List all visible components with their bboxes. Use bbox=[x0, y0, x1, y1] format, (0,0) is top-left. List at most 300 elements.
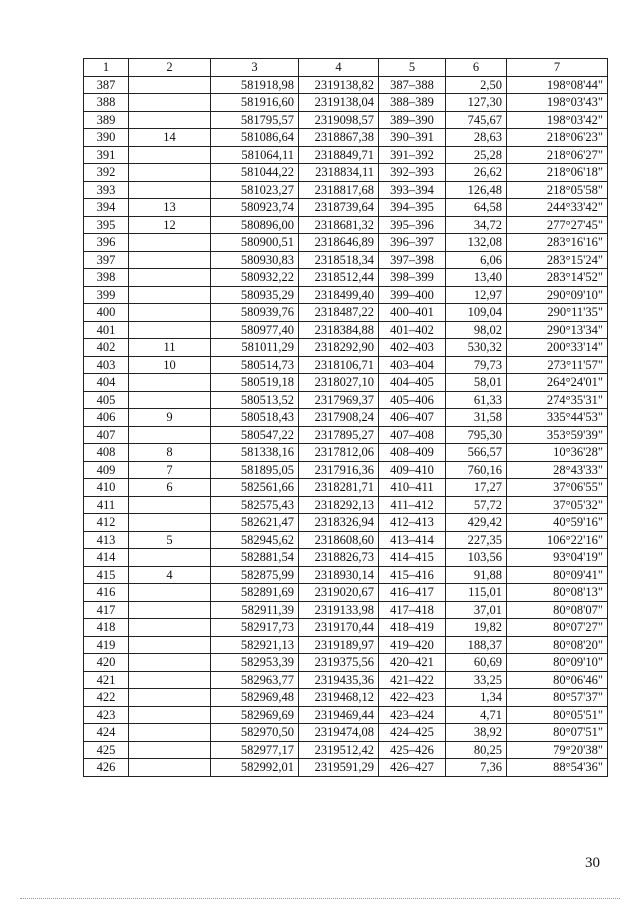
header-col-5: 5 bbox=[379, 59, 446, 77]
cell-y-coordinate: 2317916,36 bbox=[299, 461, 379, 479]
cell-node-number: 14 bbox=[129, 129, 211, 147]
cell-node-number bbox=[129, 601, 211, 619]
table-row bbox=[84, 76, 608, 94]
cell-bearing: 80°08'07" bbox=[507, 601, 608, 619]
cell-point-number: 422 bbox=[84, 689, 129, 707]
table-row bbox=[84, 601, 608, 619]
table-row bbox=[84, 269, 608, 287]
cell-x-coordinate: 580514,73 bbox=[211, 356, 299, 374]
cell-length: 126,48 bbox=[446, 181, 507, 199]
cell-bearing: 198°08'44" bbox=[507, 76, 608, 94]
cell-x-coordinate: 581918,98 bbox=[211, 76, 299, 94]
cell-bearing: 198°03'43" bbox=[507, 94, 608, 112]
table-row bbox=[84, 671, 608, 689]
table-row bbox=[84, 111, 608, 129]
cell-segment: 399–400 bbox=[379, 286, 446, 304]
cell-x-coordinate: 582969,69 bbox=[211, 706, 299, 724]
cell-length: 132,08 bbox=[446, 234, 507, 252]
table-row bbox=[84, 234, 608, 252]
table-row bbox=[84, 321, 608, 339]
cell-y-coordinate: 2319474,08 bbox=[299, 724, 379, 742]
table-row bbox=[84, 304, 608, 322]
table-row bbox=[84, 164, 608, 182]
cell-y-coordinate: 2318930,14 bbox=[299, 566, 379, 584]
cell-y-coordinate: 2319138,04 bbox=[299, 94, 379, 112]
cell-length: 2,50 bbox=[446, 76, 507, 94]
table-row bbox=[84, 514, 608, 532]
cell-length: 115,01 bbox=[446, 584, 507, 602]
cell-bearing: 80°08'13" bbox=[507, 584, 608, 602]
cell-x-coordinate: 582992,01 bbox=[211, 759, 299, 777]
table-row bbox=[84, 129, 608, 147]
cell-point-number: 410 bbox=[84, 479, 129, 497]
cell-segment: 416–417 bbox=[379, 584, 446, 602]
cell-y-coordinate: 2318867,38 bbox=[299, 129, 379, 147]
cell-point-number: 389 bbox=[84, 111, 129, 129]
table-row bbox=[84, 444, 608, 462]
cell-length: 79,73 bbox=[446, 356, 507, 374]
cell-x-coordinate: 582621,47 bbox=[211, 514, 299, 532]
cell-y-coordinate: 2319189,97 bbox=[299, 636, 379, 654]
cell-x-coordinate: 582881,54 bbox=[211, 549, 299, 567]
table-row bbox=[84, 181, 608, 199]
header-col-2: 2 bbox=[129, 59, 211, 77]
cell-length: 4,71 bbox=[446, 706, 507, 724]
cell-point-number: 414 bbox=[84, 549, 129, 567]
header-col-1: 1 bbox=[84, 59, 129, 77]
cell-node-number bbox=[129, 286, 211, 304]
cell-node-number bbox=[129, 111, 211, 129]
cell-length: 58,01 bbox=[446, 374, 507, 392]
cell-bearing: 290°09'10" bbox=[507, 286, 608, 304]
cell-point-number: 400 bbox=[84, 304, 129, 322]
cell-bearing: 79°20'38" bbox=[507, 741, 608, 759]
cell-x-coordinate: 580939,76 bbox=[211, 304, 299, 322]
cell-bearing: 353°59'39" bbox=[507, 426, 608, 444]
cell-y-coordinate: 2318608,60 bbox=[299, 531, 379, 549]
cell-x-coordinate: 582969,48 bbox=[211, 689, 299, 707]
cell-length: 19,82 bbox=[446, 619, 507, 637]
table-row bbox=[84, 759, 608, 777]
cell-y-coordinate: 2318817,68 bbox=[299, 181, 379, 199]
cell-point-number: 424 bbox=[84, 724, 129, 742]
cell-y-coordinate: 2319020,67 bbox=[299, 584, 379, 602]
cell-node-number: 13 bbox=[129, 199, 211, 217]
cell-segment: 393–394 bbox=[379, 181, 446, 199]
cell-bearing: 274°35'31" bbox=[507, 391, 608, 409]
table-row bbox=[84, 636, 608, 654]
cell-point-number: 391 bbox=[84, 146, 129, 164]
cell-node-number: 12 bbox=[129, 216, 211, 234]
cell-bearing: 10°36'28" bbox=[507, 444, 608, 462]
cell-point-number: 406 bbox=[84, 409, 129, 427]
cell-segment: 406–407 bbox=[379, 409, 446, 427]
cell-node-number bbox=[129, 76, 211, 94]
coordinates-table bbox=[83, 58, 608, 777]
cell-x-coordinate: 580977,40 bbox=[211, 321, 299, 339]
cell-x-coordinate: 581895,05 bbox=[211, 461, 299, 479]
cell-x-coordinate: 580923,74 bbox=[211, 199, 299, 217]
cell-y-coordinate: 2318027,10 bbox=[299, 374, 379, 392]
table-row bbox=[84, 706, 608, 724]
cell-node-number bbox=[129, 549, 211, 567]
cell-length: 7,36 bbox=[446, 759, 507, 777]
cell-y-coordinate: 2317895,27 bbox=[299, 426, 379, 444]
table-row bbox=[84, 339, 608, 357]
cell-length: 31,58 bbox=[446, 409, 507, 427]
cell-x-coordinate: 582963,77 bbox=[211, 671, 299, 689]
cell-segment: 409–410 bbox=[379, 461, 446, 479]
cell-bearing: 335°44'53" bbox=[507, 409, 608, 427]
table-row bbox=[84, 549, 608, 567]
cell-bearing: 200°33'14" bbox=[507, 339, 608, 357]
cell-segment: 390–391 bbox=[379, 129, 446, 147]
cell-length: 566,57 bbox=[446, 444, 507, 462]
cell-segment: 423–424 bbox=[379, 706, 446, 724]
cell-x-coordinate: 580900,51 bbox=[211, 234, 299, 252]
table-row bbox=[84, 94, 608, 112]
cell-x-coordinate: 582921,13 bbox=[211, 636, 299, 654]
cell-node-number bbox=[129, 706, 211, 724]
cell-x-coordinate: 582977,17 bbox=[211, 741, 299, 759]
cell-length: 26,62 bbox=[446, 164, 507, 182]
cell-node-number bbox=[129, 514, 211, 532]
cell-node-number bbox=[129, 304, 211, 322]
cell-node-number bbox=[129, 619, 211, 637]
table-row bbox=[84, 461, 608, 479]
cell-segment: 411–412 bbox=[379, 496, 446, 514]
cell-x-coordinate: 582917,73 bbox=[211, 619, 299, 637]
cell-y-coordinate: 2319435,36 bbox=[299, 671, 379, 689]
cell-point-number: 399 bbox=[84, 286, 129, 304]
cell-bearing: 80°57'37" bbox=[507, 689, 608, 707]
cell-segment: 398–399 bbox=[379, 269, 446, 287]
cell-x-coordinate: 582561,66 bbox=[211, 479, 299, 497]
cell-bearing: 244°33'42" bbox=[507, 199, 608, 217]
cell-y-coordinate: 2318487,22 bbox=[299, 304, 379, 322]
cell-x-coordinate: 580547,22 bbox=[211, 426, 299, 444]
cell-node-number bbox=[129, 321, 211, 339]
cell-length: 12,97 bbox=[446, 286, 507, 304]
table-row bbox=[84, 689, 608, 707]
cell-x-coordinate: 581086,64 bbox=[211, 129, 299, 147]
cell-y-coordinate: 2318499,40 bbox=[299, 286, 379, 304]
cell-x-coordinate: 580519,18 bbox=[211, 374, 299, 392]
cell-length: 98,02 bbox=[446, 321, 507, 339]
cell-length: 760,16 bbox=[446, 461, 507, 479]
cell-point-number: 397 bbox=[84, 251, 129, 269]
cell-y-coordinate: 2318646,89 bbox=[299, 234, 379, 252]
cell-x-coordinate: 581011,29 bbox=[211, 339, 299, 357]
cell-point-number: 396 bbox=[84, 234, 129, 252]
cell-segment: 387–388 bbox=[379, 76, 446, 94]
cell-node-number bbox=[129, 251, 211, 269]
cell-segment: 396–397 bbox=[379, 234, 446, 252]
cell-segment: 421–422 bbox=[379, 671, 446, 689]
cell-segment: 402–403 bbox=[379, 339, 446, 357]
cell-bearing: 80°09'41" bbox=[507, 566, 608, 584]
cell-node-number bbox=[129, 181, 211, 199]
cell-bearing: 283°16'16" bbox=[507, 234, 608, 252]
cell-node-number bbox=[129, 94, 211, 112]
cell-length: 34,72 bbox=[446, 216, 507, 234]
cell-node-number bbox=[129, 164, 211, 182]
cell-x-coordinate: 580518,43 bbox=[211, 409, 299, 427]
cell-x-coordinate: 580932,22 bbox=[211, 269, 299, 287]
cell-node-number bbox=[129, 426, 211, 444]
cell-node-number: 8 bbox=[129, 444, 211, 462]
cell-length: 745,67 bbox=[446, 111, 507, 129]
cell-segment: 425–426 bbox=[379, 741, 446, 759]
cell-point-number: 402 bbox=[84, 339, 129, 357]
cell-segment: 394–395 bbox=[379, 199, 446, 217]
cell-point-number: 425 bbox=[84, 741, 129, 759]
cell-bearing: 80°07'27" bbox=[507, 619, 608, 637]
cell-point-number: 398 bbox=[84, 269, 129, 287]
cell-segment: 420–421 bbox=[379, 654, 446, 672]
cell-segment: 410–411 bbox=[379, 479, 446, 497]
cell-node-number: 10 bbox=[129, 356, 211, 374]
cell-segment: 413–414 bbox=[379, 531, 446, 549]
cell-node-number bbox=[129, 654, 211, 672]
cell-y-coordinate: 2318739,64 bbox=[299, 199, 379, 217]
cell-bearing: 218°06'18" bbox=[507, 164, 608, 182]
table-row bbox=[84, 654, 608, 672]
cell-y-coordinate: 2319098,57 bbox=[299, 111, 379, 129]
cell-point-number: 405 bbox=[84, 391, 129, 409]
cell-node-number bbox=[129, 741, 211, 759]
cell-length: 127,30 bbox=[446, 94, 507, 112]
bottom-divider bbox=[20, 898, 620, 899]
cell-point-number: 426 bbox=[84, 759, 129, 777]
table-row bbox=[84, 199, 608, 217]
cell-y-coordinate: 2318106,71 bbox=[299, 356, 379, 374]
cell-x-coordinate: 580930,83 bbox=[211, 251, 299, 269]
cell-y-coordinate: 2318849,71 bbox=[299, 146, 379, 164]
cell-node-number bbox=[129, 636, 211, 654]
cell-bearing: 290°11'35" bbox=[507, 304, 608, 322]
cell-bearing: 37°06'55" bbox=[507, 479, 608, 497]
table-row bbox=[84, 584, 608, 602]
cell-segment: 407–408 bbox=[379, 426, 446, 444]
cell-x-coordinate: 582575,43 bbox=[211, 496, 299, 514]
cell-bearing: 283°14'52" bbox=[507, 269, 608, 287]
cell-point-number: 416 bbox=[84, 584, 129, 602]
header-col-7: 7 bbox=[507, 59, 608, 77]
cell-length: 37,01 bbox=[446, 601, 507, 619]
cell-node-number bbox=[129, 146, 211, 164]
cell-bearing: 80°08'20" bbox=[507, 636, 608, 654]
cell-point-number: 390 bbox=[84, 129, 129, 147]
cell-segment: 392–393 bbox=[379, 164, 446, 182]
cell-bearing: 283°15'24" bbox=[507, 251, 608, 269]
cell-y-coordinate: 2318292,13 bbox=[299, 496, 379, 514]
cell-length: 28,63 bbox=[446, 129, 507, 147]
cell-segment: 404–405 bbox=[379, 374, 446, 392]
cell-node-number bbox=[129, 584, 211, 602]
header-col-3: 3 bbox=[211, 59, 299, 77]
cell-length: 60,69 bbox=[446, 654, 507, 672]
cell-y-coordinate: 2318518,34 bbox=[299, 251, 379, 269]
cell-y-coordinate: 2319170,44 bbox=[299, 619, 379, 637]
cell-x-coordinate: 580935,29 bbox=[211, 286, 299, 304]
cell-bearing: 290°13'34" bbox=[507, 321, 608, 339]
table-row bbox=[84, 391, 608, 409]
cell-length: 13,40 bbox=[446, 269, 507, 287]
table-header-row bbox=[84, 59, 608, 77]
table-row bbox=[84, 374, 608, 392]
cell-node-number: 5 bbox=[129, 531, 211, 549]
cell-x-coordinate: 581023,27 bbox=[211, 181, 299, 199]
table-row bbox=[84, 216, 608, 234]
cell-length: 25,28 bbox=[446, 146, 507, 164]
cell-node-number: 9 bbox=[129, 409, 211, 427]
cell-y-coordinate: 2318292,90 bbox=[299, 339, 379, 357]
table-row bbox=[84, 426, 608, 444]
cell-length: 530,32 bbox=[446, 339, 507, 357]
cell-point-number: 421 bbox=[84, 671, 129, 689]
cell-segment: 397–398 bbox=[379, 251, 446, 269]
cell-x-coordinate: 582970,50 bbox=[211, 724, 299, 742]
cell-node-number: 4 bbox=[129, 566, 211, 584]
table-body bbox=[84, 76, 608, 776]
cell-node-number bbox=[129, 269, 211, 287]
cell-bearing: 218°05'58" bbox=[507, 181, 608, 199]
table-row bbox=[84, 356, 608, 374]
cell-segment: 414–415 bbox=[379, 549, 446, 567]
table-row bbox=[84, 479, 608, 497]
cell-y-coordinate: 2319133,98 bbox=[299, 601, 379, 619]
cell-y-coordinate: 2319512,42 bbox=[299, 741, 379, 759]
cell-length: 64,58 bbox=[446, 199, 507, 217]
cell-bearing: 80°09'10" bbox=[507, 654, 608, 672]
cell-segment: 415–416 bbox=[379, 566, 446, 584]
cell-y-coordinate: 2317908,24 bbox=[299, 409, 379, 427]
table-row bbox=[84, 409, 608, 427]
cell-x-coordinate: 580513,52 bbox=[211, 391, 299, 409]
cell-point-number: 413 bbox=[84, 531, 129, 549]
table-row bbox=[84, 146, 608, 164]
cell-point-number: 423 bbox=[84, 706, 129, 724]
cell-point-number: 408 bbox=[84, 444, 129, 462]
cell-length: 61,33 bbox=[446, 391, 507, 409]
cell-bearing: 40°59'16" bbox=[507, 514, 608, 532]
cell-point-number: 419 bbox=[84, 636, 129, 654]
cell-point-number: 403 bbox=[84, 356, 129, 374]
cell-point-number: 392 bbox=[84, 164, 129, 182]
cell-point-number: 420 bbox=[84, 654, 129, 672]
cell-x-coordinate: 581916,60 bbox=[211, 94, 299, 112]
cell-bearing: 80°05'51" bbox=[507, 706, 608, 724]
page-number: 30 bbox=[585, 855, 600, 871]
cell-y-coordinate: 2318384,88 bbox=[299, 321, 379, 339]
cell-bearing: 28°43'33" bbox=[507, 461, 608, 479]
cell-segment: 418–419 bbox=[379, 619, 446, 637]
cell-segment: 391–392 bbox=[379, 146, 446, 164]
cell-length: 6,06 bbox=[446, 251, 507, 269]
cell-point-number: 394 bbox=[84, 199, 129, 217]
cell-point-number: 404 bbox=[84, 374, 129, 392]
table-row bbox=[84, 251, 608, 269]
cell-segment: 401–402 bbox=[379, 321, 446, 339]
cell-segment: 403–404 bbox=[379, 356, 446, 374]
cell-length: 227,35 bbox=[446, 531, 507, 549]
cell-x-coordinate: 582945,62 bbox=[211, 531, 299, 549]
cell-point-number: 409 bbox=[84, 461, 129, 479]
cell-point-number: 412 bbox=[84, 514, 129, 532]
cell-segment: 422–423 bbox=[379, 689, 446, 707]
cell-bearing: 80°07'51" bbox=[507, 724, 608, 742]
cell-x-coordinate: 582911,39 bbox=[211, 601, 299, 619]
table-row bbox=[84, 619, 608, 637]
cell-point-number: 415 bbox=[84, 566, 129, 584]
cell-length: 57,72 bbox=[446, 496, 507, 514]
cell-y-coordinate: 2317812,06 bbox=[299, 444, 379, 462]
cell-bearing: 106°22'16" bbox=[507, 531, 608, 549]
cell-bearing: 93°04'19" bbox=[507, 549, 608, 567]
cell-y-coordinate: 2318834,11 bbox=[299, 164, 379, 182]
cell-node-number bbox=[129, 234, 211, 252]
cell-length: 429,42 bbox=[446, 514, 507, 532]
cell-segment: 412–413 bbox=[379, 514, 446, 532]
cell-x-coordinate: 582875,99 bbox=[211, 566, 299, 584]
cell-y-coordinate: 2318326,94 bbox=[299, 514, 379, 532]
cell-node-number bbox=[129, 689, 211, 707]
cell-segment: 426–427 bbox=[379, 759, 446, 777]
cell-bearing: 218°06'27" bbox=[507, 146, 608, 164]
cell-point-number: 407 bbox=[84, 426, 129, 444]
cell-node-number bbox=[129, 724, 211, 742]
cell-length: 33,25 bbox=[446, 671, 507, 689]
cell-length: 80,25 bbox=[446, 741, 507, 759]
cell-segment: 417–418 bbox=[379, 601, 446, 619]
cell-node-number bbox=[129, 496, 211, 514]
cell-point-number: 393 bbox=[84, 181, 129, 199]
cell-node-number bbox=[129, 759, 211, 777]
cell-point-number: 395 bbox=[84, 216, 129, 234]
cell-length: 91,88 bbox=[446, 566, 507, 584]
cell-bearing: 88°54'36" bbox=[507, 759, 608, 777]
cell-point-number: 387 bbox=[84, 76, 129, 94]
header-col-4: 4 bbox=[299, 59, 379, 77]
cell-node-number: 11 bbox=[129, 339, 211, 357]
cell-length: 17,27 bbox=[446, 479, 507, 497]
cell-x-coordinate: 580896,00 bbox=[211, 216, 299, 234]
cell-x-coordinate: 581338,16 bbox=[211, 444, 299, 462]
cell-point-number: 417 bbox=[84, 601, 129, 619]
cell-node-number bbox=[129, 374, 211, 392]
table-row bbox=[84, 531, 608, 549]
cell-bearing: 218°06'23" bbox=[507, 129, 608, 147]
table-row bbox=[84, 741, 608, 759]
table-row bbox=[84, 724, 608, 742]
cell-length: 38,92 bbox=[446, 724, 507, 742]
cell-node-number bbox=[129, 391, 211, 409]
cell-segment: 400–401 bbox=[379, 304, 446, 322]
cell-x-coordinate: 582953,39 bbox=[211, 654, 299, 672]
cell-segment: 389–390 bbox=[379, 111, 446, 129]
cell-segment: 388–389 bbox=[379, 94, 446, 112]
header-col-6: 6 bbox=[446, 59, 507, 77]
cell-point-number: 388 bbox=[84, 94, 129, 112]
cell-bearing: 277°27'45" bbox=[507, 216, 608, 234]
cell-point-number: 418 bbox=[84, 619, 129, 637]
cell-x-coordinate: 581044,22 bbox=[211, 164, 299, 182]
cell-node-number: 6 bbox=[129, 479, 211, 497]
table-row bbox=[84, 496, 608, 514]
cell-bearing: 37°05'32" bbox=[507, 496, 608, 514]
cell-length: 795,30 bbox=[446, 426, 507, 444]
